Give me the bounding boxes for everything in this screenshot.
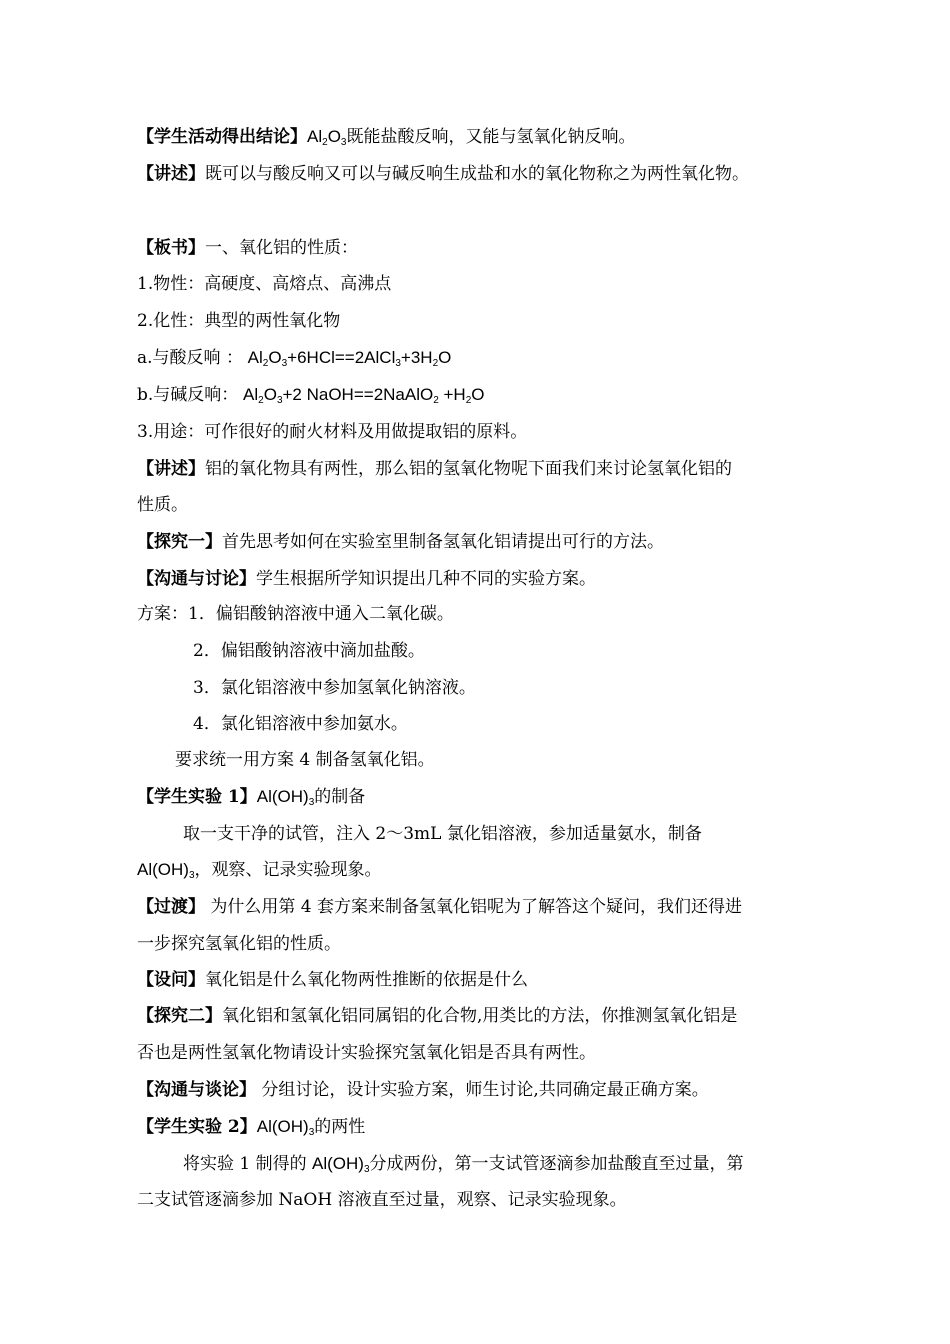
formula-text: O xyxy=(268,348,282,367)
subscript: 3 xyxy=(188,870,195,881)
section-tag: 【学生实验 2】 xyxy=(137,1117,257,1137)
body-text: 4．氯化铝溶液中参加氨水。 xyxy=(193,714,408,734)
body-text: 氧化铝是什么氧化物两性推断的依据是什么 xyxy=(205,970,528,990)
section-tag: 【沟通与讨论】 xyxy=(137,569,256,589)
body-text: 性质。 xyxy=(137,495,188,515)
lecture-line xyxy=(137,164,749,184)
formula-text: +2 NaOH==2NaAlO xyxy=(282,385,434,404)
student-experiment-2-line xyxy=(137,1117,365,1137)
plan-item-1 xyxy=(137,604,454,624)
formula-text: Al(OH) xyxy=(312,1154,364,1173)
body-text: 氧化铝和氢氧化铝同属铝的化合物,用类比的方法，你推测氢氧化铝是 xyxy=(222,1006,738,1026)
student-experiment-1-line xyxy=(137,787,365,807)
chemical-property-line xyxy=(137,311,340,331)
body-text: b.与碱反响： xyxy=(137,385,239,405)
formula-text: Al(OH) xyxy=(256,787,309,806)
body-text: 铝的氧化物具有两性，那么铝的氢氧化物呢下面我们来讨论氢氧化铝的 xyxy=(205,459,732,479)
body-text: 方案：1．偏铝酸钠溶液中通入二氧化碳。 xyxy=(137,604,454,624)
transition-line-cont xyxy=(137,934,341,954)
body-text: 既能盐酸反响，又能与氢氧化钠反响。 xyxy=(346,127,636,147)
lecture-line-2 xyxy=(137,459,732,479)
formula-text: O xyxy=(263,385,277,404)
body-text: 1.物性：高硬度、高熔点、高沸点 xyxy=(137,274,392,294)
subscript: 2 xyxy=(258,395,264,406)
section-tag: 【学生活动得出结论】 xyxy=(137,127,307,147)
subscript: 2 xyxy=(322,137,328,148)
body-text: ，观察、记录实验现象。 xyxy=(194,860,382,880)
body-text: 否也是两性氢氧化物请设计实验探究氢氧化铝是否具有两性。 xyxy=(137,1043,596,1063)
formula-text: +6HCl==2AlCl xyxy=(287,348,396,367)
body-text: 3.用途：可作很好的耐火材料及用做提取铝的原料。 xyxy=(137,422,528,442)
body-text: 3．氯化铝溶液中参加氢氧化钠溶液。 xyxy=(193,678,476,698)
subscript: 3 xyxy=(276,395,283,406)
formula-text: +H xyxy=(438,385,466,404)
body-text: 的制备 xyxy=(314,787,366,807)
body-text: 将实验 1 制得的 xyxy=(183,1154,313,1174)
section-tag: 【板书】 xyxy=(137,238,205,258)
body-text: 的两性 xyxy=(314,1117,366,1137)
explore-two-line-cont xyxy=(137,1043,596,1063)
discussion-line xyxy=(137,569,596,589)
subscript: 3 xyxy=(395,358,401,369)
body-text: a.与酸反响 ： xyxy=(137,348,243,368)
plan-item-2 xyxy=(193,641,425,661)
usage-line xyxy=(137,422,527,442)
formula-text: O xyxy=(327,127,341,146)
section-tag: 【讲述】 xyxy=(137,459,205,479)
question-line xyxy=(137,970,528,990)
section-tag: 【探究一】 xyxy=(137,532,222,552)
body-text: 学生根据所学知识提出几种不同的实验方案。 xyxy=(256,569,596,589)
subscript: 2 xyxy=(433,395,439,406)
body-text: 取一支干净的试管，注入 2～3mL 氯化铝溶液，参加适量氨水，制备 xyxy=(183,824,702,844)
formula-text: Al xyxy=(307,127,323,146)
subscript: 3 xyxy=(308,797,315,808)
body-text: 一、氧化铝的性质： xyxy=(205,238,358,258)
base-reaction-line xyxy=(137,385,485,405)
body-text: 既可以与酸反响又可以与碱反响生成盐和水的氧化物称之为两性氧化物。 xyxy=(205,164,749,184)
plan-item-4 xyxy=(193,714,408,734)
lecture-line-2-cont xyxy=(137,495,188,515)
experiment-2-procedure xyxy=(183,1154,744,1174)
subscript: 3 xyxy=(281,358,288,369)
body-text: 首先思考如何在实验室里制备氢氧化铝请提出可行的方法。 xyxy=(222,532,664,552)
experiment-2-procedure-cont xyxy=(137,1190,627,1210)
formula-text: +3H xyxy=(400,348,433,367)
body-text: 2.化性：典型的两性氧化物 xyxy=(137,311,341,331)
plan-item-3 xyxy=(193,678,476,698)
body-text: 2．偏铝酸钠溶液中滴加盐酸。 xyxy=(193,641,425,661)
physical-property-line xyxy=(137,274,391,294)
subscript: 2 xyxy=(262,358,269,369)
explore-one-line xyxy=(137,532,664,552)
section-tag: 【学生实验 1】 xyxy=(137,787,257,807)
formula-text: O xyxy=(438,348,452,367)
body-text: 一步探究氢氧化铝的性质。 xyxy=(137,934,341,954)
section-tag: 【讲述】 xyxy=(137,164,205,184)
formula-text: Al(OH) xyxy=(137,860,189,879)
formula-text: Al xyxy=(238,385,259,404)
group-discussion-line xyxy=(137,1080,709,1100)
experiment-1-procedure-cont xyxy=(137,860,382,880)
conclusion-line xyxy=(137,127,635,147)
acid-reaction-line xyxy=(137,348,451,368)
body-text: 分成两份，第一支试管逐滴参加盐酸直至过量，第 xyxy=(369,1154,744,1174)
body-text: 为什么用第 4 套方案来制备氢氧化铝呢为了解答这个疑问，我们还得进 xyxy=(205,897,743,917)
formula-text: O xyxy=(471,385,485,404)
requirement-line xyxy=(175,750,435,770)
body-text: 分组讨论，设计实验方案，师生讨论,共同确定最正确方案。 xyxy=(256,1080,709,1100)
formula-text: Al(OH) xyxy=(256,1117,309,1136)
body-text: 要求统一用方案 4 制备氢氧化铝。 xyxy=(175,750,435,770)
subscript: 3 xyxy=(340,137,347,148)
subscript: 3 xyxy=(363,1164,370,1175)
body-text: 二支试管逐滴参加 NaOH 溶液直至过量，观察、记录实验现象。 xyxy=(137,1190,627,1210)
section-tag: 【设问】 xyxy=(137,970,205,990)
transition-line xyxy=(137,897,742,917)
blackboard-line xyxy=(137,238,358,258)
section-tag: 【探究二】 xyxy=(137,1006,222,1026)
subscript: 3 xyxy=(308,1127,315,1138)
subscript: 2 xyxy=(432,358,439,369)
section-tag: 【沟通与谈论】 xyxy=(137,1080,256,1100)
experiment-1-procedure xyxy=(183,824,702,844)
subscript: 2 xyxy=(465,395,472,406)
formula-text: Al xyxy=(242,348,263,367)
explore-two-line xyxy=(137,1006,737,1026)
section-tag: 【过渡】 xyxy=(137,897,205,917)
